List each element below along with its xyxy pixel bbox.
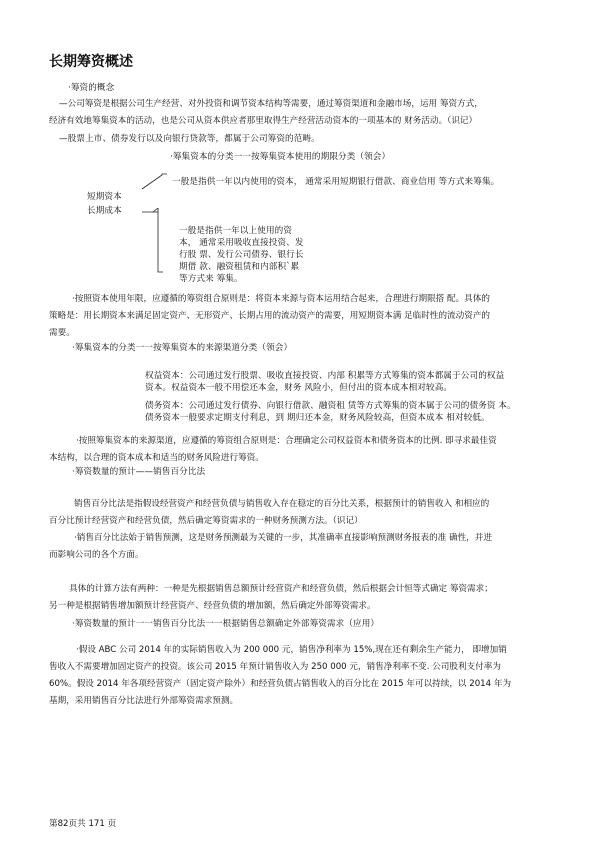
page-title: 长期筹资概述 [49, 54, 133, 70]
concept-line: —公司筹资是根据公司生产经营、对外投资和调节资本结构等需要，通过筹资渠道和金融市场，运用 筹资方式， [59, 99, 483, 109]
principle-line: ·按照资本使用年限，应遵循的筹资组合原则是：将资本来源与资本运用结合起来，合理进行期限搭 配。具体的 [72, 294, 490, 304]
principle-line: ·按照筹集资本的来源渠道，应遵循的筹资组合原则是：合理确定公司权益资本和债务资本的比例. 即寻求最佳资 [76, 436, 497, 446]
principle-paragraph-2 [49, 433, 497, 467]
debt-capital-line: 债务资本：公司通过发行债券、向银行借款、融资租 赁等方式筹集的资本属于公司的债务资 本。 [145, 401, 516, 411]
forecast-line: ·销售百分比法始于销售预测，这是财务预测最为关键的一步，其准确率直接影响预测财务报表的准 确性，并进 [74, 533, 492, 543]
forecast-line: 销售百分比法是指假设经营资产和经营负债与销售收入存在稳定的百分比关系，根据预计的销售收入 和相应的 [74, 499, 490, 509]
calculation-line: 另一种是根据销售增加额预计经营资产、经营负债的增加额，然后确定外部筹资需求。 [49, 601, 376, 611]
equity-capital-line: 资本。权益资本一般不用偿还本金，财务 风险小，但付出的资本成本相对较高。 [145, 383, 453, 393]
equity-capital-line: 权益资本：公司通过发行股票、吸收直接投资、内部 积累等方式筹集的资本都属于公司的权益 [145, 371, 505, 381]
debt-capital-line: 债务资本一般要求定期支付利息，到 期归还本金，财务风险较高，但资本成本 相对较低。 [145, 413, 490, 423]
calculation-paragraph [49, 581, 493, 615]
long-term-description-line: 本， 通常采用吸收直接投资、发 [179, 238, 304, 248]
forecast-heading: ·筹资数量的预计——销售百分比法 [72, 467, 206, 477]
calculation-line: 具体的计算方法有两种：一种是先根据销售总额预计经营资产和经营负债，然后根据会计恒等式确定 筹资需求； [69, 584, 493, 594]
application-heading: ·筹资数量的预计一一销售百分比法一一根据销售总额确定外部筹资需求（应用） [72, 619, 380, 629]
example-paragraph [49, 642, 511, 710]
short-term-capital-label: 短期资本 [87, 192, 122, 202]
example-line: 基期，采用销售百分比法进行外部筹资需求预测。 [49, 696, 239, 706]
forecast-paragraph-1 [49, 496, 489, 530]
principle-line: 策略是：用长期资本来满足固定资产、无形资产、长期占用的流动资产的需要，用短期资本满 足临时性的流动资产的 [49, 311, 491, 321]
example-line: 售收入不需要增加固定资产的投资。该公司 2015 年预计销售收入为 250 000 元，销售净利率不变. 公司股利支付率为 [49, 662, 501, 672]
principle-line: 本结构，以合理的资本成本和适当的财务风险进行筹资。 [49, 453, 264, 463]
example-line: ·假设 ABC 公司 2014 年的实际销售收入为 200 000 元，销售净利率为 15%,现在还有剩余生产能力， 即增加销 [76, 645, 507, 655]
concept-line: 经济有效地筹集资本的活动，也是公司从资本供应者那里取得生产经营活动资本的一项基本的 财务活动。（识记） [49, 116, 478, 126]
forecast-paragraph-2 [49, 530, 492, 564]
page-number-footer: 第82页共 171 页 [49, 819, 117, 829]
concept-heading: ·筹资的概念 [68, 83, 115, 93]
long-term-description-line: 等方式来 筹集。 [179, 274, 243, 284]
period-class-heading: ·筹集资本的分类一一按筹集资本使用的期限分类（领会） [170, 152, 391, 162]
source-class-heading: ·筹集资本的分类一一按筹集资本的来源渠道分类（领会） [72, 343, 293, 353]
principle-line: 需要。 [49, 328, 75, 338]
forecast-line: 而影响公司的各个方面。 [49, 550, 144, 560]
concept-paragraph-2: —股票上市、债券发行以及向银行贷款等，都属于公司筹资的范畴。 [59, 134, 320, 144]
long-term-description-line: 期借 款、融资租赁和内部积`累 [179, 262, 300, 272]
short-term-description: 一般是指供一年以内使用的资本， 通常采用短期银行借款、商业信用 等方式来筹集。 [172, 177, 500, 187]
long-term-capital-label: 长期成本 [87, 206, 122, 216]
long-term-description-line: 一般是指供一年以上使用的资 [179, 226, 293, 236]
long-term-description-line: 行股 票、发行公司债券、银行长 [179, 250, 304, 260]
forecast-line: 百分比预计经营资产和经营负债，然后确定筹资需求的一种财务预测方法。（识记） [49, 516, 363, 526]
example-line: 60%。假设 2014 年各项经营资产（固定资产除外）和经营负债占销售收入的百分比在 2015 年可以持续，以 2014 年为 [49, 679, 512, 689]
principle-paragraph-1 [49, 291, 490, 342]
